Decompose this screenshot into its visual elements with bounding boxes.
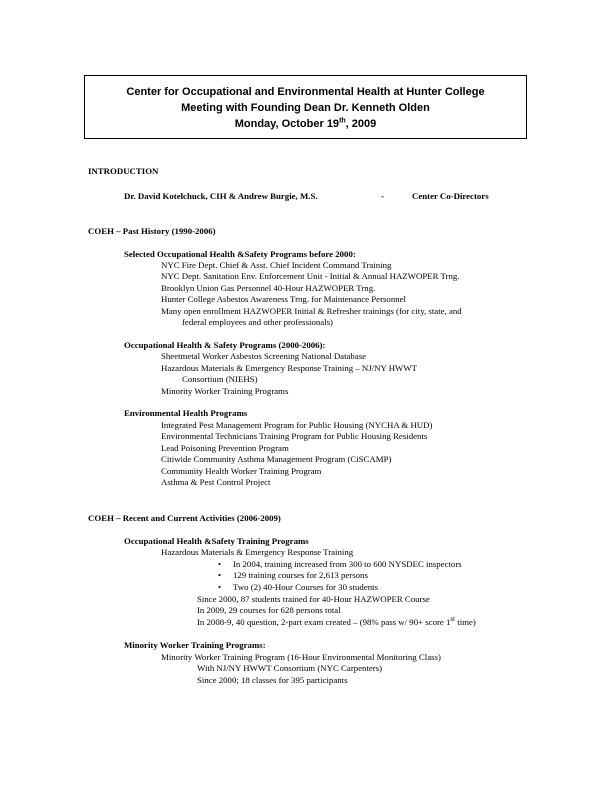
list-item: Sheetmetal Worker Asbestos Screening National Database: [161, 351, 367, 361]
list-item: Lead Poisoning Prevention Program: [161, 443, 289, 453]
list-item: Hunter College Asbestos Awareness Trng. for Maintenance Personnel: [161, 294, 406, 304]
list-item: NYC Dept. Sanitation Env. Enforcement Unit - Initial & Annual HAZWOPER Trng.: [161, 271, 460, 281]
in-2009-line: In 2009, 29 courses for 628 persons total: [197, 605, 341, 615]
list-item: Asthma & Pest Control Project: [161, 477, 271, 487]
ohs-programs-heading: Occupational Health & Safety Programs (2000-2006):: [124, 340, 326, 350]
exam-line: In 2008-9, 40 question, 2-part exam created – (98% pass w/ 90+ score 1st time): [197, 615, 476, 627]
mwt-program-line: Minority Worker Training Program (16-Hour Environmental Monitoring Class): [161, 652, 441, 662]
list-item: Hazardous Materials & Emergency Response Training – NJ/NY HWWT: [161, 363, 418, 373]
list-item-continuation: Consortium (NIEHS): [182, 374, 258, 384]
recent-activities-heading: COEH – Recent and Current Activities (2006-2009): [88, 513, 281, 523]
title-line-1: Center for Occupational and Environmental Health at Hunter College: [126, 86, 485, 98]
ohs-training-heading: Occupational Health &Safety Training Programs: [124, 536, 309, 546]
title-line-2: Meeting with Founding Dean Dr. Kenneth Olden: [181, 102, 430, 114]
list-item: Integrated Pest Management Program for Public Housing (NYCHA & HUD): [161, 420, 433, 430]
co-directors-dash: -: [381, 191, 384, 201]
bullet-item: • In 2004, training increased from 300 to 600 NYSDEC inspectors: [233, 559, 462, 570]
title-line-3: Monday, October 19th, 2009: [234, 117, 377, 130]
co-directors-role: Center Co-Directors: [412, 191, 489, 201]
list-item: Minority Worker Training Programs: [161, 386, 289, 396]
list-item-continuation: federal employees and other professionals): [182, 317, 333, 327]
mwt-since-line: Since 2000; 18 classes for 395 participants: [197, 675, 348, 685]
list-item: NYC Fire Dept. Chief & Asst. Chief Incident Command Training: [161, 260, 392, 270]
intro-heading: INTRODUCTION: [88, 166, 159, 176]
list-item: Community Health Worker Training Program: [161, 466, 322, 476]
hazmat-training-label: Hazardous Materials & Emergency Response Training: [161, 547, 354, 557]
list-item: Brooklyn Union Gas Personnel 40-Hour HAZWOPER Trng.: [161, 283, 376, 293]
past-history-heading: COEH – Past History (1990-2006): [88, 226, 216, 236]
list-item: Many open enrollment HAZWOPER Initial & Refresher trainings (for city, state, and: [161, 306, 462, 316]
list-item: Citiwide Community Asthma Management Program (CiSCAMP): [161, 454, 392, 464]
selected-programs-heading: Selected Occupational Health &Safety Programs before 2000:: [124, 249, 356, 259]
co-directors-names: Dr. David Kotelchuck, CIH & Andrew Burgie, M.S.: [124, 191, 318, 201]
bullet-item: • Two (2) 40-Hour Courses for 30 students: [233, 582, 378, 593]
list-item: Environmental Technicians Training Program for Public Housing Residents: [161, 431, 428, 441]
since-2000-line: Since 2000, 87 students trained for 40-Hour HAZWOPER Course: [197, 594, 430, 604]
title-box: [84, 75, 527, 139]
mwt-consortium-line: With NJ/NY HWWT Consortium (NYC Carpenters): [197, 663, 383, 673]
env-health-heading: Environmental Health Programs: [124, 408, 248, 418]
mwt-heading: Minority Worker Training Programs:: [124, 640, 266, 650]
bullet-item: • 129 training courses for 2,613 persons: [233, 570, 368, 581]
